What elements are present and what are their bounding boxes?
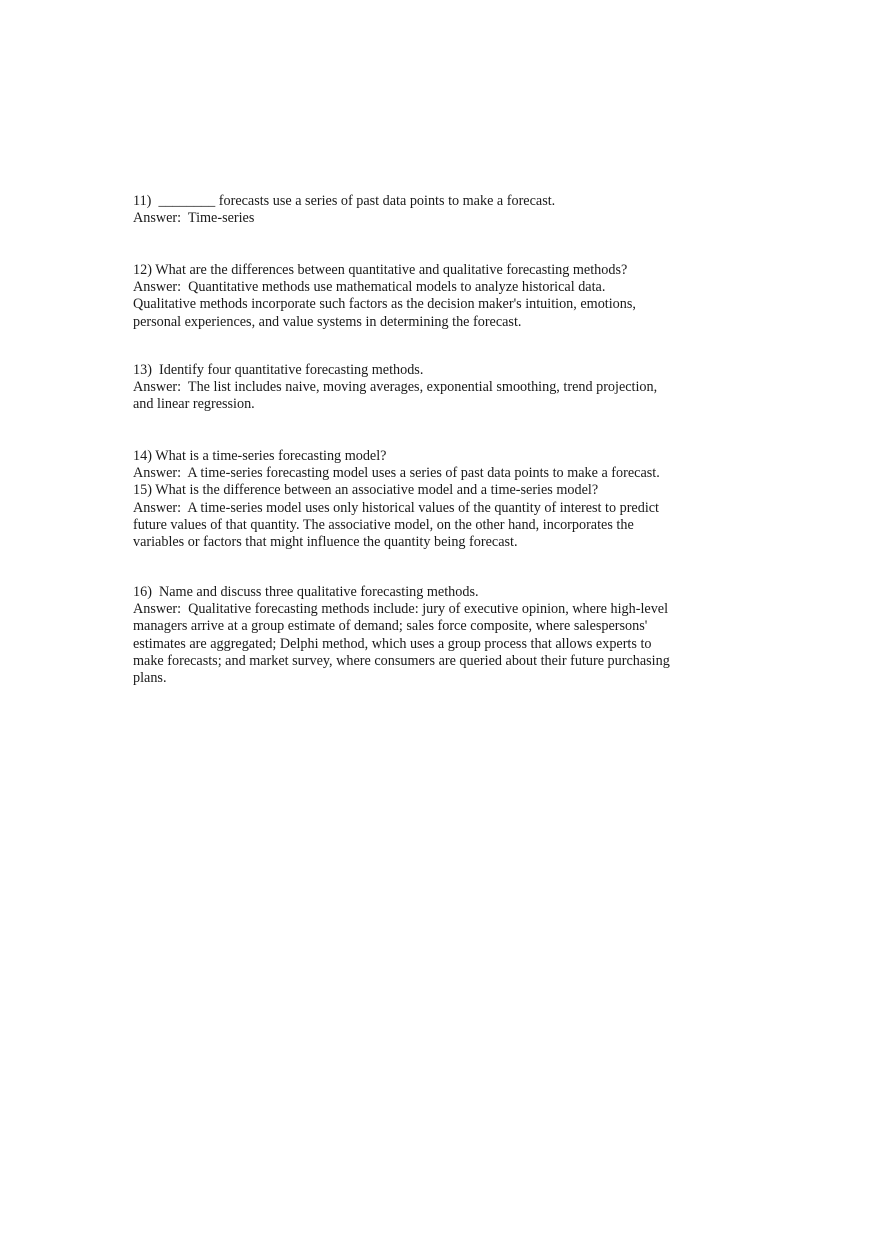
question-16 [133,584,733,687]
question-16-answer: Answer: Qualitative forecasting methods include: jury of executive opinion, where high-level [133,601,669,618]
question-16-answer-line: plans. [133,670,167,687]
question-12-answer: Answer: Quantitative methods use mathematical models to analyze historical data. [133,279,606,296]
question-14-answer: Answer: A time-series forecasting model uses a series of past data points to make a forecast. [133,465,660,482]
question-15-answer-line: variables or factors that might influence the quantity being forecast. [133,534,518,551]
question-12-answer-line: personal experiences, and value systems in determining the forecast. [133,313,522,330]
question-13 [133,362,733,414]
question-15-prompt: 15) What is the difference between an associative model and a time-series model? [133,482,599,499]
question-13-answer-line: and linear regression. [133,396,255,413]
questions-14-15 [133,448,733,551]
question-16-prompt: 16) Name and discuss three qualitative forecasting methods. [133,584,479,600]
question-13-prompt: 13) Identify four quantitative forecasting methods. [133,362,424,378]
question-16-answer-line: estimates are aggregated; Delphi method, which uses a group process that allows experts to [133,635,652,652]
question-16-answer-line: make forecasts; and market survey, where consumers are queried about their future purchasing [133,652,670,669]
question-16-answer-line: managers arrive at a group estimate of demand; sales force composite, where salespersons' [133,618,648,635]
question-14-prompt: 14) What is a time-series forecasting model? [133,448,387,464]
question-15-answer-line: future values of that quantity. The associative model, on the other hand, incorporates the [133,516,634,533]
question-12 [133,262,733,331]
question-13-answer: Answer: The list includes naive, moving averages, exponential smoothing, trend projection, [133,379,658,396]
question-12-prompt: 12) What are the differences between quantitative and qualitative forecasting methods? [133,262,628,278]
question-11 [133,193,733,227]
question-12-answer-line: Qualitative methods incorporate such factors as the decision maker's intuition, emotions, [133,296,636,313]
question-11-prompt: 11) ________ forecasts use a series of past data points to make a forecast. [133,193,556,209]
question-15-answer: Answer: A time-series model uses only historical values of the quantity of interest to predict [133,499,660,516]
question-11-answer: Answer: Time-series [133,210,255,227]
